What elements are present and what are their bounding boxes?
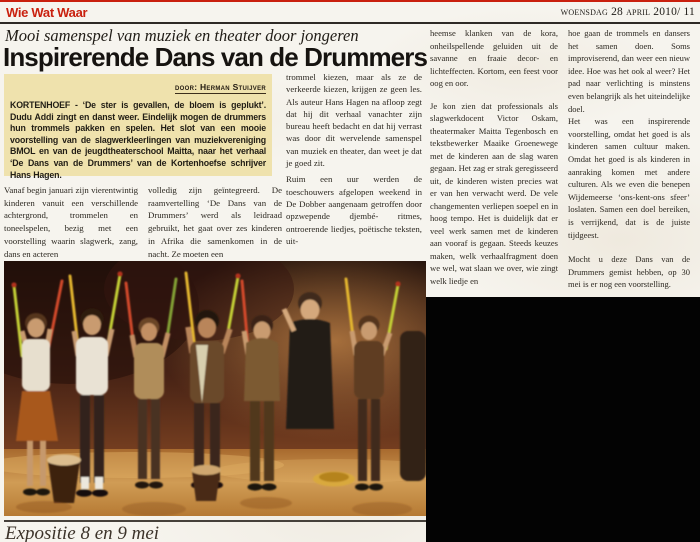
body-column-5 <box>568 27 690 291</box>
next-article-headline: Expositie 8 en 9 mei <box>5 523 160 542</box>
masthead-dateline: woensdag 28 april 2010/ 11 <box>560 6 695 18</box>
paragraph: heemse klanken van de kora, onheilspellende geluiden uit de savanne en fraaie decor- en lichteffecten. Kortom, een feest voor oog en oor. <box>430 28 558 88</box>
article-kicker: Mooi samenspel van muziek en theater door jongeren <box>5 26 359 45</box>
lead-paragraph: KORTENHOEF - ‘De ster is gevallen, de bloem is geplukt’. Dudu Addi zingt en danst weer. Eindelijk mogen de drummers hun trommels pakken en spelen. Het slot van een mooie voorstelling van de slagwerkleerlingen van muziekvereniging BMOL en van de jeugdtheaterschool Maitta, naar het verhaal ‘De Dans van de Drummers’ van de Kortenhoefse schrijver Hans Hagen. <box>10 100 266 180</box>
paragraph: trommel kiezen, maar als ze de verkeerde kiezen, krijgen ze geen les. Als auteur Hans Hagen na afloop zegt dat hij dit verhaal vanachter zijn bureau heeft bedacht en dat hij verrast was door dit wervelende samenspel van muziek en theater, dan weet je dat je goed zit. <box>286 72 422 169</box>
header-rule <box>0 22 700 24</box>
paragraph: Vanaf begin januari zijn vierentwintig kinderen vanuit een verschillende achtergrond, trommelen en toneelspelen, bezig met een voorstelling waarin slagwerk, zang, dans en acteren <box>4 185 138 259</box>
photo-divider-rule <box>4 520 428 522</box>
paragraph: volledig zijn geïntegreerd. De raamvertelling ‘De Dans van de Drummers’ werd als leidraad gebruikt, het gaat over zes kinderen in Afrika die samenkomen in de nacht. Ze moeten een <box>148 185 282 259</box>
byline-row <box>10 77 266 95</box>
lead-highlight-box <box>4 74 272 180</box>
body-column-2 <box>148 184 282 260</box>
article-photo <box>4 261 426 516</box>
masthead-brand: Wie Wat Waar <box>6 5 88 20</box>
paragraph: Je kon zien dat professionals als slagwerkdocent Victor Oskam, theatermaker Maitta Tegenbosch en tekstbewerker Maaike Groenewege met de kinderen aan de slag waren gegaan. Het zag er strak geregisseerd uit, de kinderen wisten precies wat er van hen verwacht werd. De vele changementen verliepen soepel en in hoog tempo. Het is duidelijk dat er veel werk samen met de kinderen aan vooraf is gegaan. Steeds keuzes maken, welk verhaalfragment doen we wel, wat slaan we over, wie zingt welk liedje en <box>430 100 558 286</box>
byline: door: Herman Stuijver <box>175 82 266 92</box>
paragraph: hoe gaan de trommels en dansers het samen doen. Soms improviserend, dan weer een nieuw idee. Hoe was het ook al weer? Het pad naar verlichting is minstens even belangrijk als het uiteindelijke doel. <box>568 28 690 114</box>
article-headline: Inspirerende Dans van de Drummers <box>3 42 428 72</box>
paragraph: Mocht u deze Dans van de Drummers gemist hebben, op 30 mei is er nog een voorstelling. <box>568 254 690 290</box>
body-column-1 <box>4 184 138 260</box>
paragraph: Ruim een uur werden de toeschouwers afgelopen weekend in De Dobber aangenaam getroffen door opzwepende djembé- ritmes, ontroerende liedjes, poëtische teksten, uit- <box>286 174 422 246</box>
top-red-rule <box>0 0 700 2</box>
blacked-out-region <box>426 297 700 542</box>
body-column-3 <box>286 71 422 247</box>
body-column-4 <box>430 27 558 293</box>
paragraph: Het was een inspirerende voorstelling, omdat het goed is als kinderen samen cultuur maken. Omdat het goed is als kinderen in aanraking komen met andere culturen. Als we even die benepen Wijdemeerse ‘ons-kent-ons sfeer’ loslaten. Samen een doel bereiken, is verrijkend, dat is de juiste tijdgeest. <box>568 116 690 240</box>
